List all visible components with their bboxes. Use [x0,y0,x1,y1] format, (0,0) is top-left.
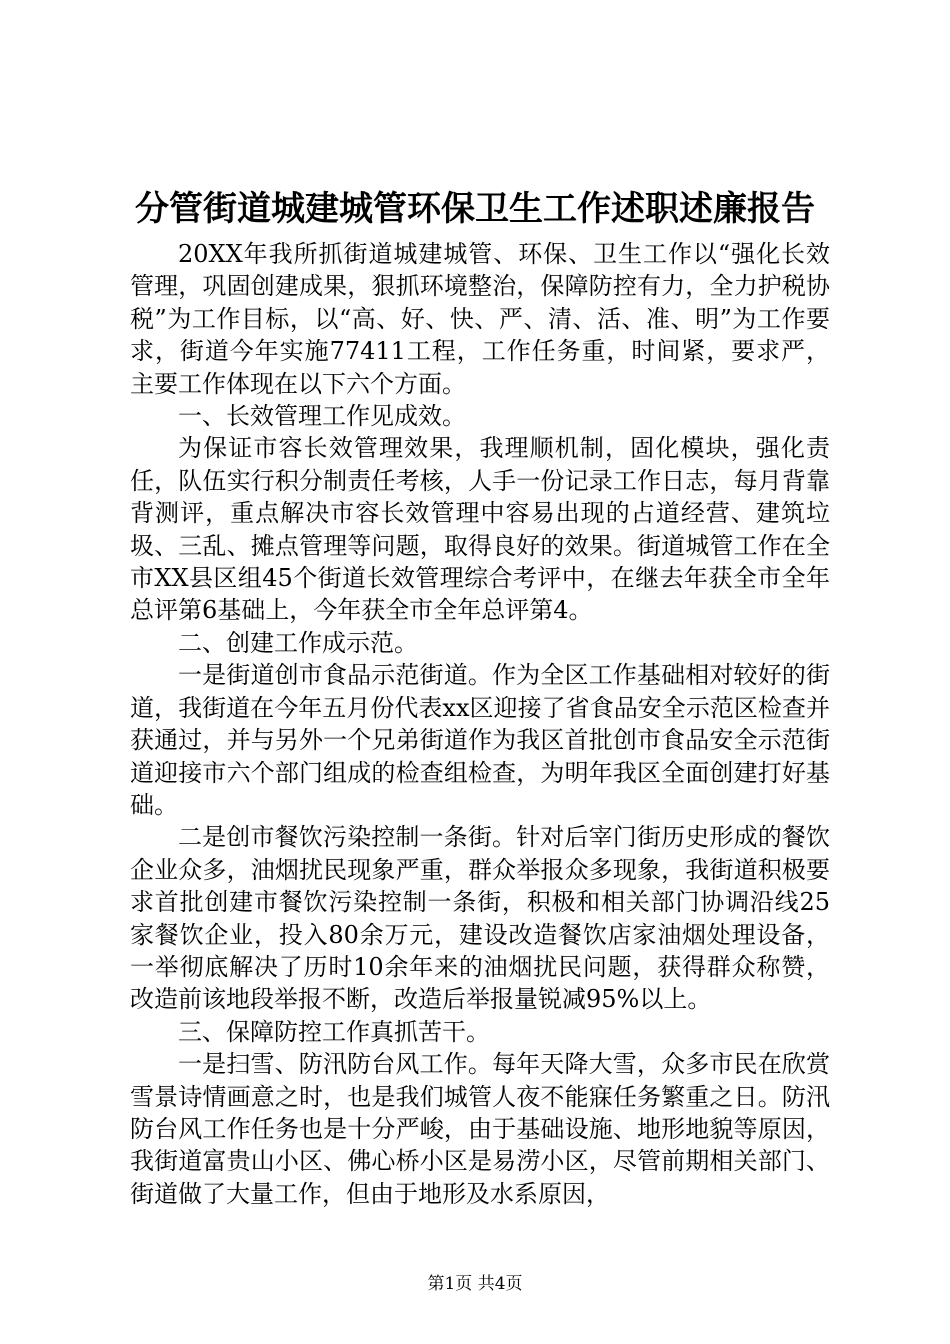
paragraph-section-2a: 一是街道创市食品示范街道。作为全区工作基础相对较好的街道，我街道在今年五月份代表xx区迎接了省食品安全示范区检查并获通过，并与另外一个兄弟街道作为我区首批创市食品安全示范街道迎接市六个部门组成的检查组检查，为明年我区全面创建打好基础。 [130,661,830,819]
document-body [130,238,830,1210]
page-footer: 第1页 共4页 [427,1274,523,1294]
page-title: 分管街道城建城管环保卫生工作述职述廉报告 [135,189,815,229]
paragraph-section-3a: 一是扫雪、防汛防台风工作。每年天降大雪，众多市民在欣赏雪景诗情画意之时，也是我们城管人夜不能寐任务繁重之日。防汛防台风工作任务也是十分严峻，由于基础设施、地形地貌等原因，我街道富贵山小区、佛心桥小区是易涝小区，尽管前期相关部门、街道做了大量工作，但由于地形及水系原因， [130,1050,830,1208]
section-heading-3: 三、保障防控工作真抓苦干。 [178,1017,490,1046]
section-heading-1: 一、长效管理工作见成效。 [178,402,466,431]
paragraph-section-2b: 二是创市餐饮污染控制一条街。针对后宰门街历史形成的餐饮企业众多，油烟扰民现象严重，群众举报众多现象，我街道积极要求首批创建市餐饮污染控制一条街，积极和相关部门协调沿线25家餐饮企业，投入80余万元，建设改造餐饮店家油烟处理设备，一举彻底解决了历时10余年来的油烟扰民问题，获得群众称赞，改造前该地段举报不断，改造后举报量锐减95%以上。 [130,823,830,1014]
paragraph-intro: 20XX年我所抓街道城建城管、环保、卫生工作以“强化长效管理，巩固创建成果，狠抓环境整治，保障防控有力，全力护税协税”为工作目标，以“高、好、快、严、清、活、准、明”为工作要求，街道今年实施77411工程，工作任务重，时间紧，要求严，主要工作体现在以下六个方面。 [130,240,830,398]
section-heading-2: 二、创建工作成示范。 [178,628,418,657]
paragraph-section-1: 为保证市容长效管理效果，我理顺机制，固化模块，强化责任，队伍实行积分制责任考核，人手一份记录工作日志，每月背靠背测评，重点解决市容长效管理中容易出现的占道经营、建筑垃圾、三乱、摊点管理等问题，取得良好的效果。街道城管工作在全市XX县区组45个街道长效管理综合考评中，在继去年获全市全年总评第6基础上，今年获全市全年总评第4。 [130,434,830,625]
